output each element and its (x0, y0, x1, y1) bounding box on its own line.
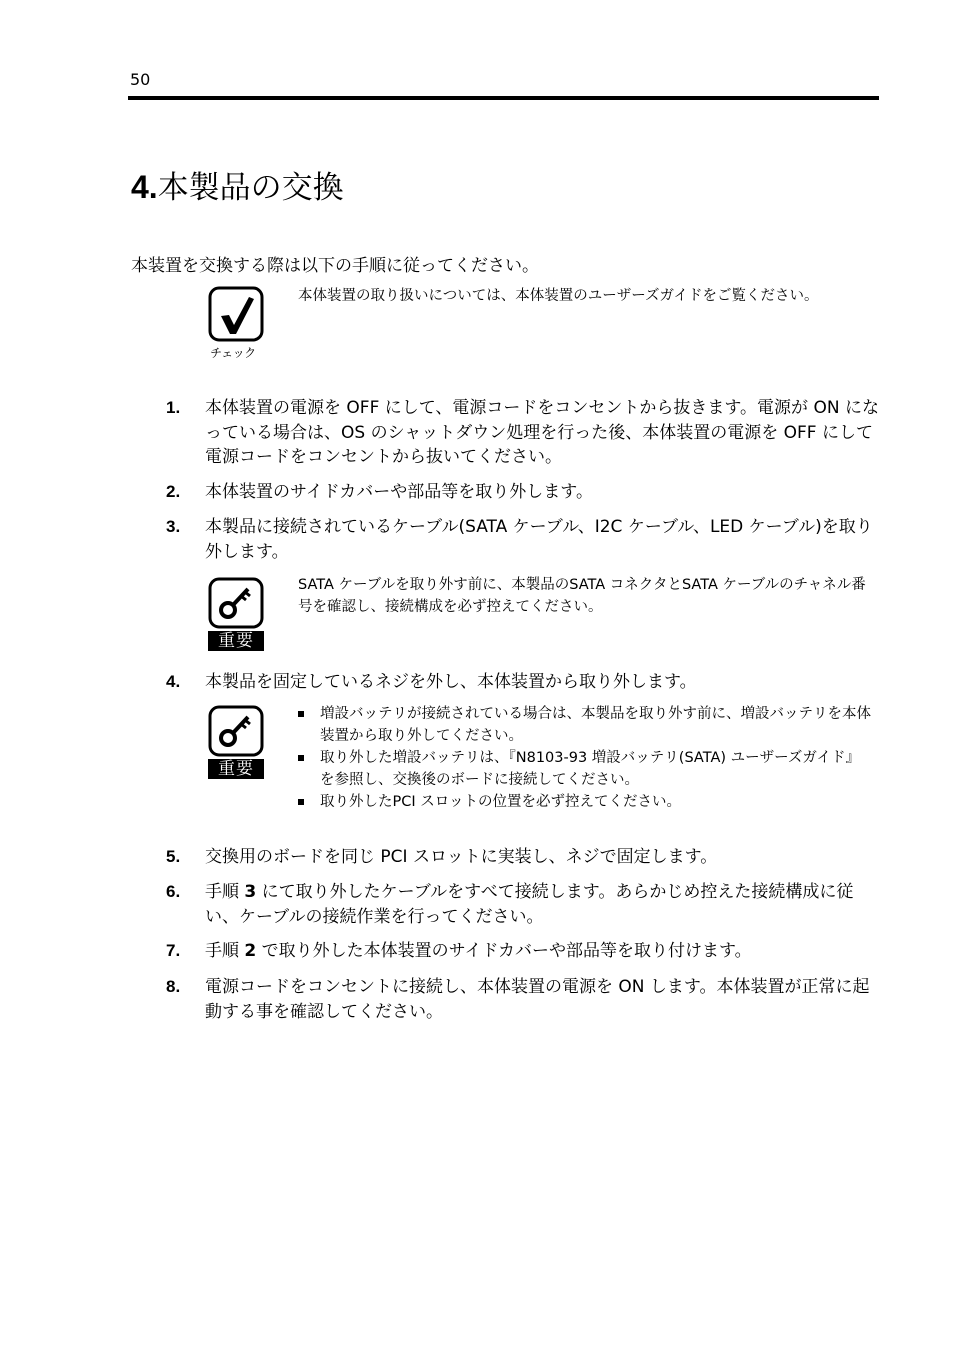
important-icon-block (208, 577, 266, 651)
step-number: 8. (166, 977, 181, 996)
list-item: 取り外した増設バッテリは、『N8103-93 増設バッテリ(SATA) ユーザーズガイド』を参照し、交換後のボードに接続してください。 (298, 747, 873, 791)
key-icon (208, 705, 264, 757)
step-text: 本体装置のサイドカバーや部品等を取り外します。 (205, 482, 593, 502)
section-title-text: 本製品の交換 (157, 170, 344, 206)
step-number: 2. (166, 482, 181, 501)
step-1 (166, 396, 882, 470)
header-rule (128, 96, 879, 100)
step-4 (166, 670, 882, 695)
step-text: 手順 2 で取り外した本体装置のサイドカバーや部品等を取り付けます。 (205, 941, 752, 961)
check-note-text: 本体装置の取り扱いについては、本体装置のユーザーズガイドをご覧ください。 (298, 288, 819, 304)
step-number: 5. (166, 847, 181, 866)
bullet-icon (298, 755, 304, 761)
step-number: 4. (166, 672, 181, 691)
list-item: 増設バッテリが接続されている場合は、本製品を取り外す前に、増設バッテリを本体装置から取り外してください。 (298, 703, 873, 747)
intro-text: 本装置を交換する際は以下の手順に従ってください。 (131, 256, 539, 276)
check-icon-label: チェック (210, 346, 256, 360)
key-icon (208, 577, 264, 629)
step-5 (166, 845, 882, 870)
step-text: 本製品に接続されているケーブル(SATA ケーブル、I2C ケーブル、LED ケーブル)を取り外します。 (205, 517, 873, 562)
step-reference: 3 (244, 882, 257, 902)
list-item: 取り外したPCI スロットの位置を必ず控えてください。 (298, 791, 873, 813)
page-number: 50 (130, 70, 151, 89)
step-number: 6. (166, 882, 181, 901)
important-note-list (298, 703, 873, 813)
step-number: 3. (166, 517, 181, 536)
step-text: 本製品を固定しているネジを外し、本体装置から取り外します。 (205, 672, 697, 692)
important-note-text: SATA ケーブルを取り外す前に、本製品のSATA コネクタとSATA ケーブルのチャネル番号を確認し、接続構成を必ず控えてください。 (298, 577, 866, 615)
checkmark-icon (208, 286, 264, 342)
step-text: 本体装置の電源を OFF にして、電源コードをコンセントから抜きます。電源が ON になっている場合は、OS のシャットダウン処理を行った後、本体装置の電源を OFF にして電源コードをコンセントから抜いてください。 (205, 398, 879, 467)
step-8 (166, 975, 882, 1024)
step-text: 交換用のボードを同じ PCI スロットに実装し、ネジで固定します。 (205, 847, 718, 867)
step-6 (166, 880, 882, 929)
important-icon-block (208, 705, 266, 779)
bullet-icon (298, 799, 304, 805)
check-icon-block (208, 286, 266, 360)
step-number: 7. (166, 941, 181, 960)
bullet-icon (298, 711, 304, 717)
step-2 (166, 480, 882, 505)
step-number: 1. (166, 398, 181, 417)
section-number: 4. (131, 169, 158, 205)
section-title (131, 162, 344, 207)
important-label: 重要 (208, 631, 264, 651)
step-7 (166, 939, 882, 964)
step-3 (166, 515, 882, 564)
step-text: 手順 3 にて取り外したケーブルをすべて接続します。あらかじめ控えた接続構成に従い、ケーブルの接続作業を行ってください。 (205, 882, 854, 927)
step-text: 電源コードをコンセントに接続し、本体装置の電源を ON します。本体装置が正常に起動する事を確認してください。 (205, 977, 870, 1022)
important-label: 重要 (208, 759, 264, 779)
step-reference: 2 (244, 941, 257, 961)
